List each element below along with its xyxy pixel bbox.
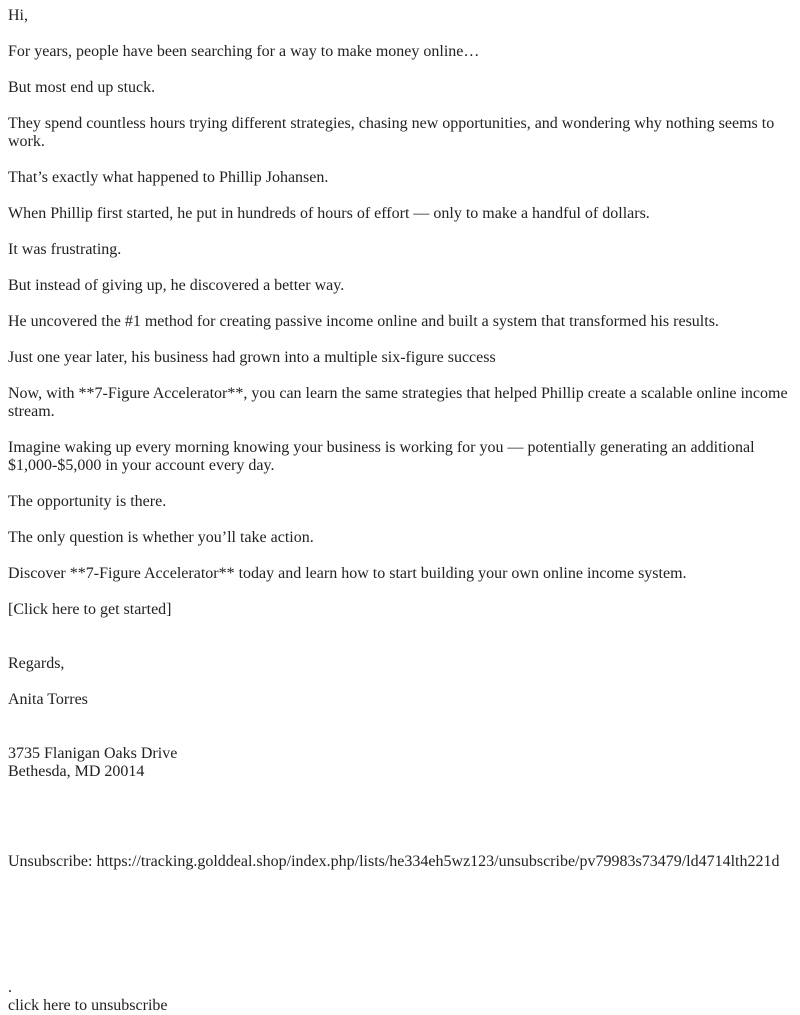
email-body (8, 7, 792, 889)
unsubscribe-label: Unsubscribe: (8, 853, 97, 870)
address-line-2: Bethesda, MD 20014 (8, 763, 145, 780)
footer-trailing-text (8, 979, 792, 1014)
paragraph-1: For years, people have been searching for a way to make money online… (8, 43, 480, 60)
paragraph-8: He uncovered the #1 method for creating passive income online and built a system that transformed his results. (8, 313, 719, 330)
paragraph-13: The only question is whether you’ll take action. (8, 529, 314, 546)
paragraph-11: Imagine waking up every morning knowing your business is working for you — potentially generating an additional $1,000-$5,000 in your account every day. (8, 439, 755, 474)
paragraph-7: But instead of giving up, he discovered a better way. (8, 277, 345, 294)
get-started-link[interactable]: [Click here to get started] (8, 601, 172, 618)
spacer (8, 727, 792, 745)
paragraph-10: Now, with **7-Figure Accelerator**, you can learn the same strategies that helped Phillip create a scalable online income stream. (8, 385, 788, 420)
paragraph-12: The opportunity is there. (8, 493, 167, 510)
paragraph-4: That’s exactly what happened to Phillip Johansen. (8, 169, 329, 186)
closing: Regards, (8, 655, 65, 672)
paragraph-9: Just one year later, his business had grown into a multiple six-figure success (8, 349, 496, 366)
paragraph-6: It was frustrating. (8, 241, 122, 258)
unsubscribe-link[interactable]: https://tracking.golddeal.shop/index.php/lists/he334eh5wz123/unsubscribe/pv79983s73479/ld4714lth221d (96, 853, 780, 870)
trailing-dot: . (8, 979, 12, 996)
trailing-cut-off-text[interactable]: click here to unsubscribe (8, 997, 168, 1014)
paragraph-5: When Phillip first started, he put in hundreds of hours of effort — only to make a handful of dollars. (8, 205, 650, 222)
paragraph-2: But most end up stuck. (8, 79, 156, 96)
unsubscribe-line (8, 853, 792, 871)
address-line-1: 3735 Flanigan Oaks Drive (8, 745, 178, 762)
greeting: Hi, (8, 7, 28, 24)
spacer (8, 799, 792, 853)
signature: Anita Torres (8, 691, 88, 708)
paragraph-3: They spend countless hours trying different strategies, chasing new opportunities, and wondering why nothing seems to work. (8, 115, 775, 150)
paragraph-14: Discover **7-Figure Accelerator** today and learn how to start building your own online income system. (8, 565, 687, 582)
spacer (8, 637, 792, 655)
cta-paragraph (8, 601, 792, 619)
postal-address (8, 745, 792, 781)
